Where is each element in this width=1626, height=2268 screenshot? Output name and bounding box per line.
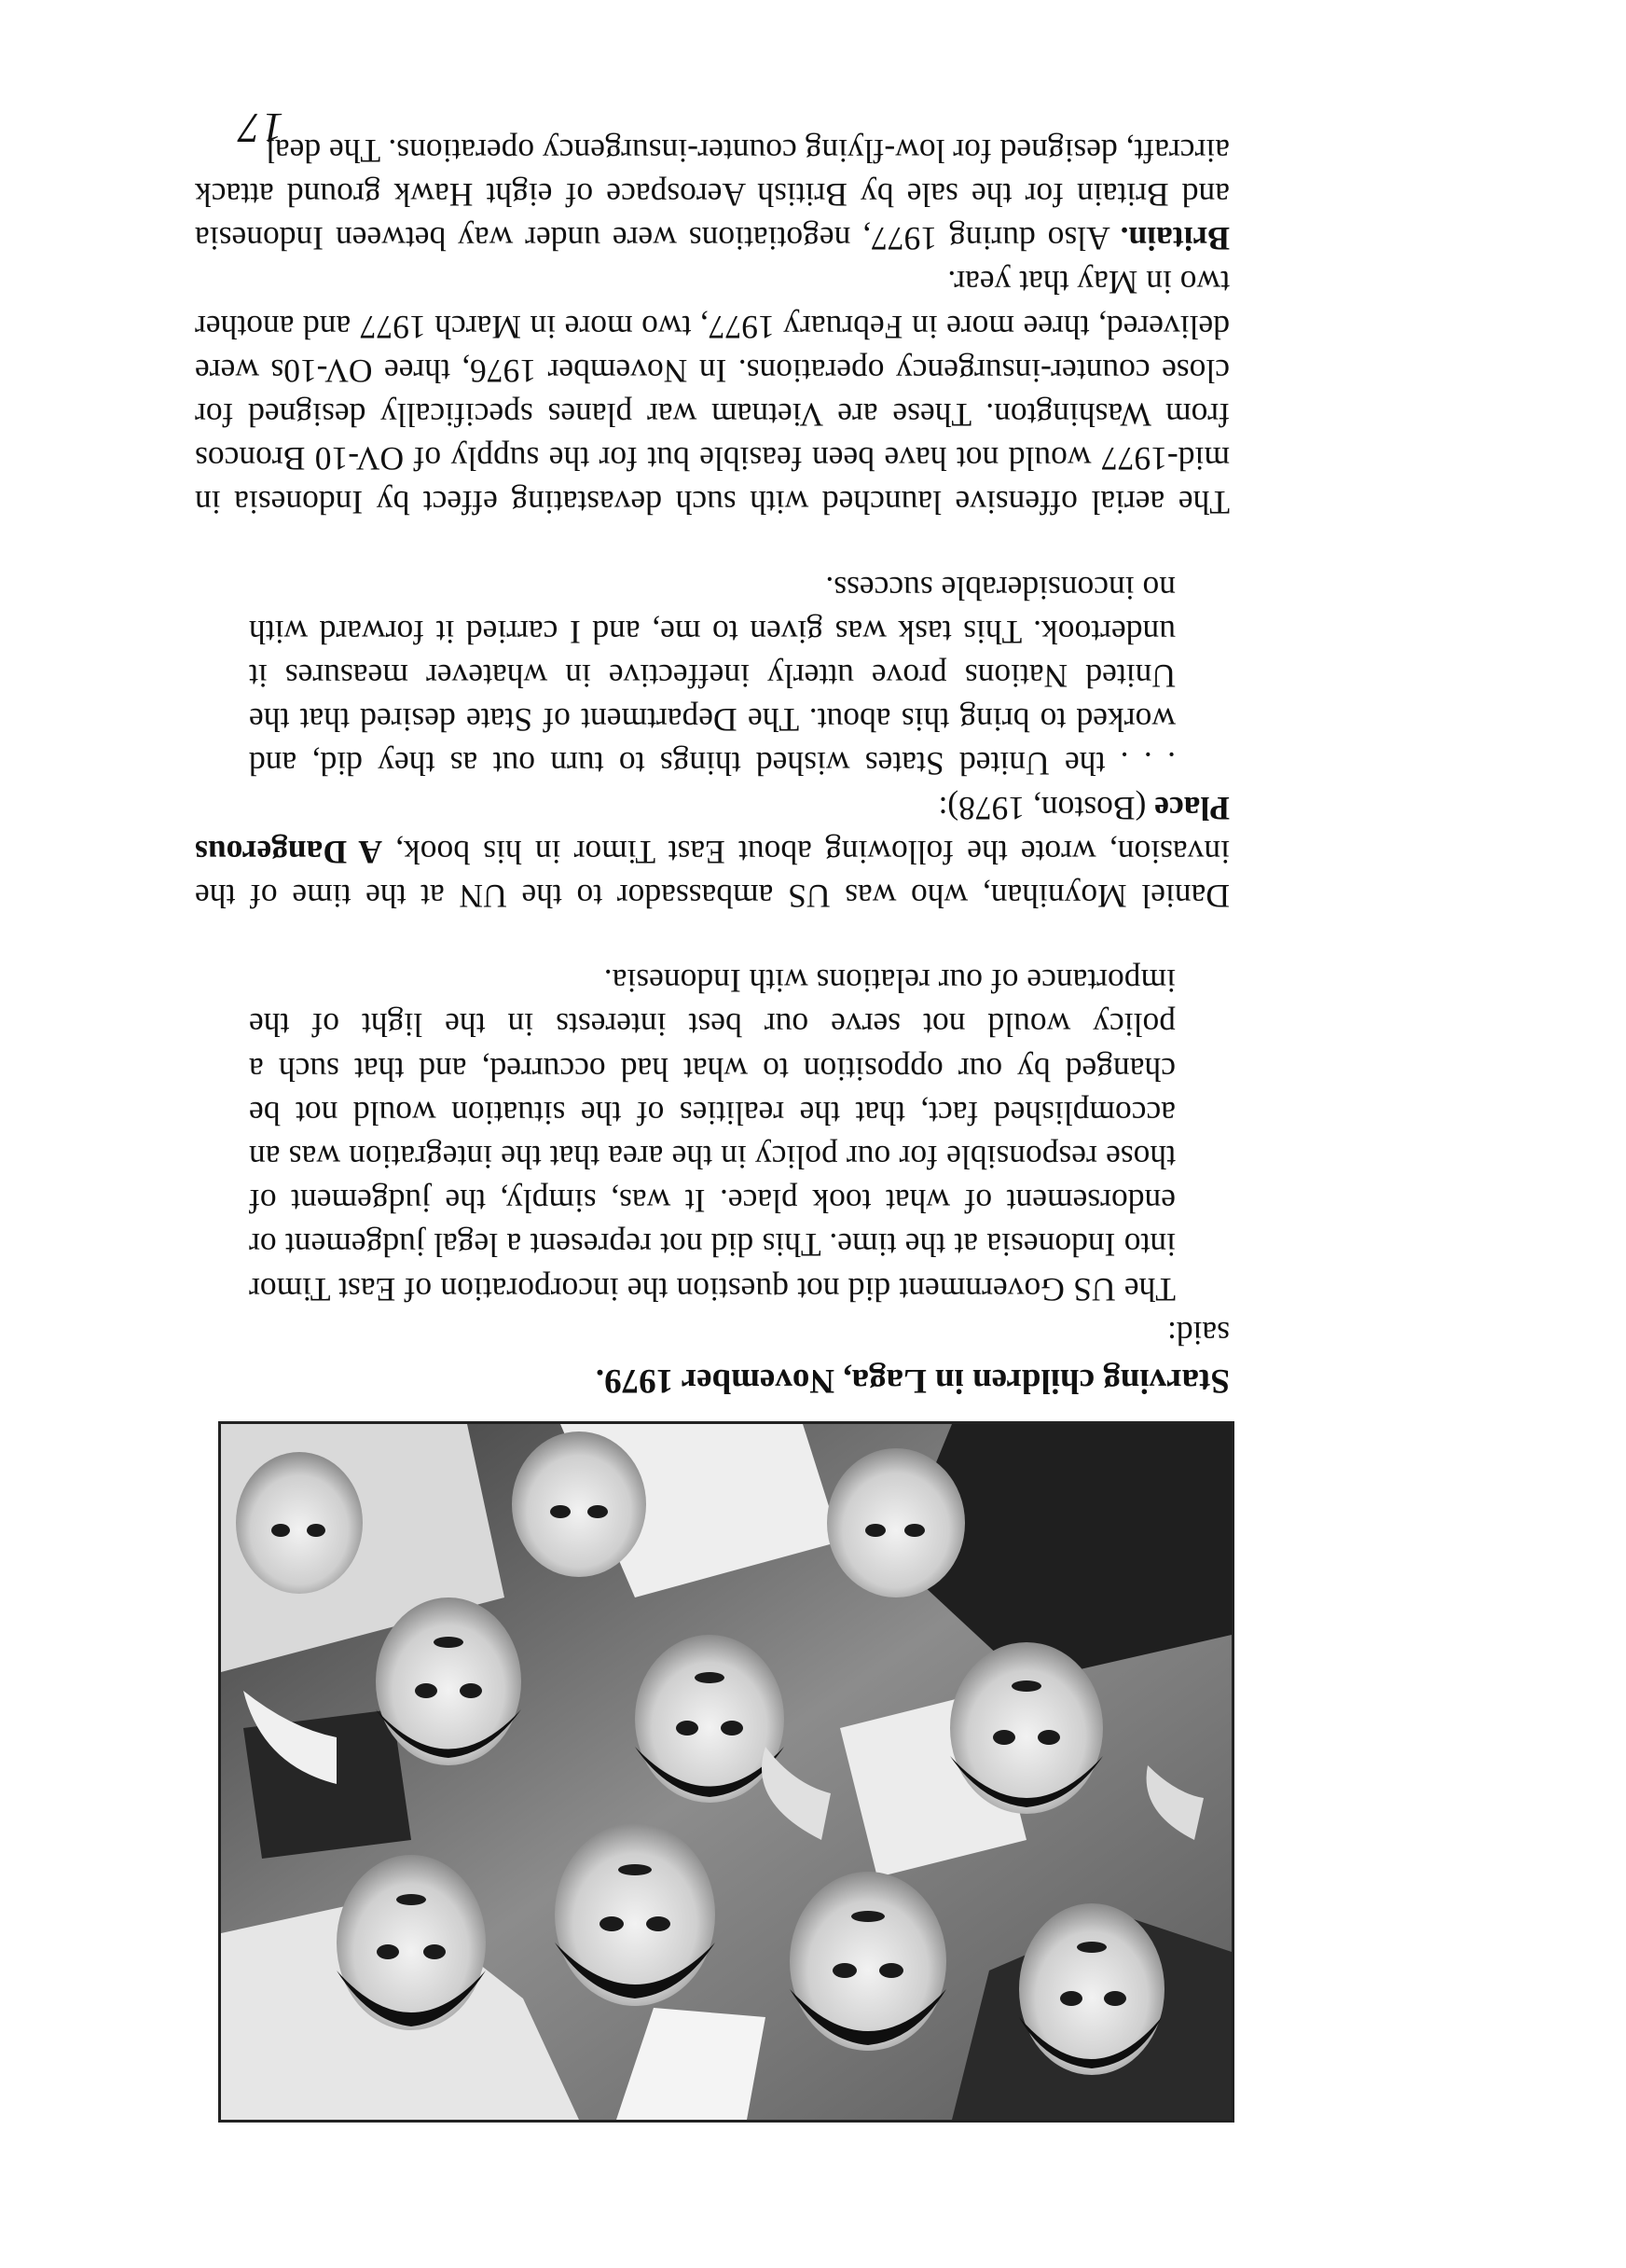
starving-children-photo [218, 1421, 1234, 2123]
body-text [195, 129, 1230, 1403]
moynihan-tail: (Boston, 1978): [938, 789, 1155, 827]
britain-text: Also during 1977, negotiations were under way between Indonesia and Britain for the sale by British Aerospace of eight Hawk ground attack aircraft, designed for low-flying counter-insurgency operations. The deal [195, 131, 1230, 258]
quote-moynihan: . . . the United States wished things to turn out as they did, and worked to bring this about. The Department of State desired that the United Nations prove utterly ineffective in whatever measures it undertook. This task was given to me, and I carried it forward with no inconsiderable success. [249, 569, 1176, 783]
quote-us-government: The US Government did not question the incorporation of East Timor into Indonesia at the time. This did not represent a legal judgement or endorsement of what took place. It was, simply, the judgement of those responsible for our policy in the area that the integration was an accomplished fact, that the realities of the situation would not be changed by our opposition to what had occurred, and that such a policy would not serve our best interests in the light of the importance of our relations with Indonesia. [249, 962, 1176, 1308]
paragraph-aerial-offensive: The aerial offensive launched with such devastating effect by Indonesia in mid-1977 would not have been feasible but for the supply of OV-10 Broncos from Washington. These are Vietnam war planes specifically designed for close counter-insurgency operations. In November 1976, three OV-10s were delivered, three more in February 1977, two more in March 1977 and another two in May that year. [195, 264, 1230, 522]
book-title: A Dangerous Place [195, 789, 1230, 871]
photo-caption: Starving children in Laga, November 1979. [595, 1362, 1230, 1400]
paragraph-lead: said: [1166, 1314, 1230, 1352]
paragraph-britain [195, 129, 1230, 261]
britain-lead: Britain. [1120, 220, 1230, 258]
halftone-photo-image [221, 1424, 1232, 2120]
paragraph-moynihan [195, 785, 1230, 918]
page-number: 17 [237, 104, 283, 152]
moynihan-text: Daniel Moynihan, who was US ambassador to the UN at the time of the invasion, wrote the following about East Timor in his book, [195, 833, 1230, 915]
